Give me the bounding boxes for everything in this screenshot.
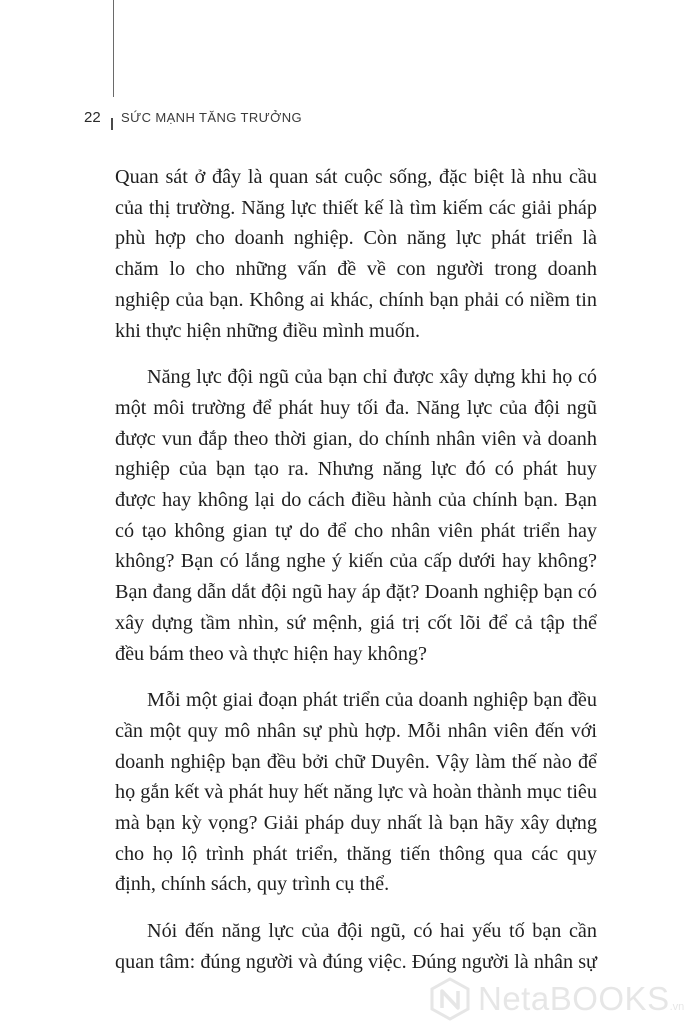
paragraph-4: Nói đến năng lực của đội ngũ, có hai yếu tố bạn cần quan tâm: đúng người và đúng việc. Đúng người là nhân sự [115, 920, 597, 973]
body-text [115, 162, 597, 978]
watermark-brand: NetaBOOKS [478, 980, 670, 1017]
paragraph-2: Năng lực đội ngũ của bạn chỉ được xây dựng khi họ có một môi trường để phát huy tối đa. Năng lực của đội ngũ được vun đắp theo thời gian, do chính nhân viên và doanh nghiệp của bạn tạo ra. Nhưng năng lực đó có phát huy được hay không lại do cách điều hành của chính bạn. Bạn có tạo không gian tự do để cho nhân viên phát triển hay không? Bạn có lắng nghe ý kiến của cấp dưới hay không? Bạn đang dẫn dắt đội ngũ hay áp đặt? Doanh nghiệp bạn có xây dựng tầm nhìn, sứ mệnh, giá trị cốt lõi để cả tập thể đều bám theo và thực hiện hay không? [115, 366, 597, 665]
paragraph-3: Mỗi một giai đoạn phát triển của doanh nghiệp bạn đều cần một quy mô nhân sự phù hợp. Mỗi nhân viên đến với doanh nghiệp bạn đều bởi chữ Duyên. Vậy làm thế nào để họ gắn kết và phát huy hết năng lực và hoàn thành mục tiêu mà bạn kỳ vọng? Giải pháp duy nhất là bạn hãy xây dựng cho họ lộ trình phát triển, thăng tiến thông qua các quy định, chính sách, quy trình cụ thể. [115, 689, 597, 896]
header-separator [111, 118, 113, 130]
page-number: 22 [84, 109, 101, 126]
watermark-suffix: .vn [669, 1001, 685, 1013]
watermark [428, 975, 684, 1023]
running-title: SỨC MẠNH TĂNG TRƯỞNG [121, 110, 302, 125]
paragraph-1: Quan sát ở đây là quan sát cuộc sống, đặc biệt là nhu cầu của thị trường. Năng lực thiết kế là tìm kiếm các giải pháp phù hợp cho doanh nghiệp. Còn năng lực phát triển là chăm lo cho những vấn đề về con người trong doanh nghiệp của bạn. Không ai khác, chính bạn phải có niềm tin khi thực hiện những điều mình muốn. [115, 166, 597, 342]
top-margin-rule [113, 0, 114, 97]
page-header [0, 107, 700, 129]
netabooks-logo-icon [428, 977, 472, 1021]
